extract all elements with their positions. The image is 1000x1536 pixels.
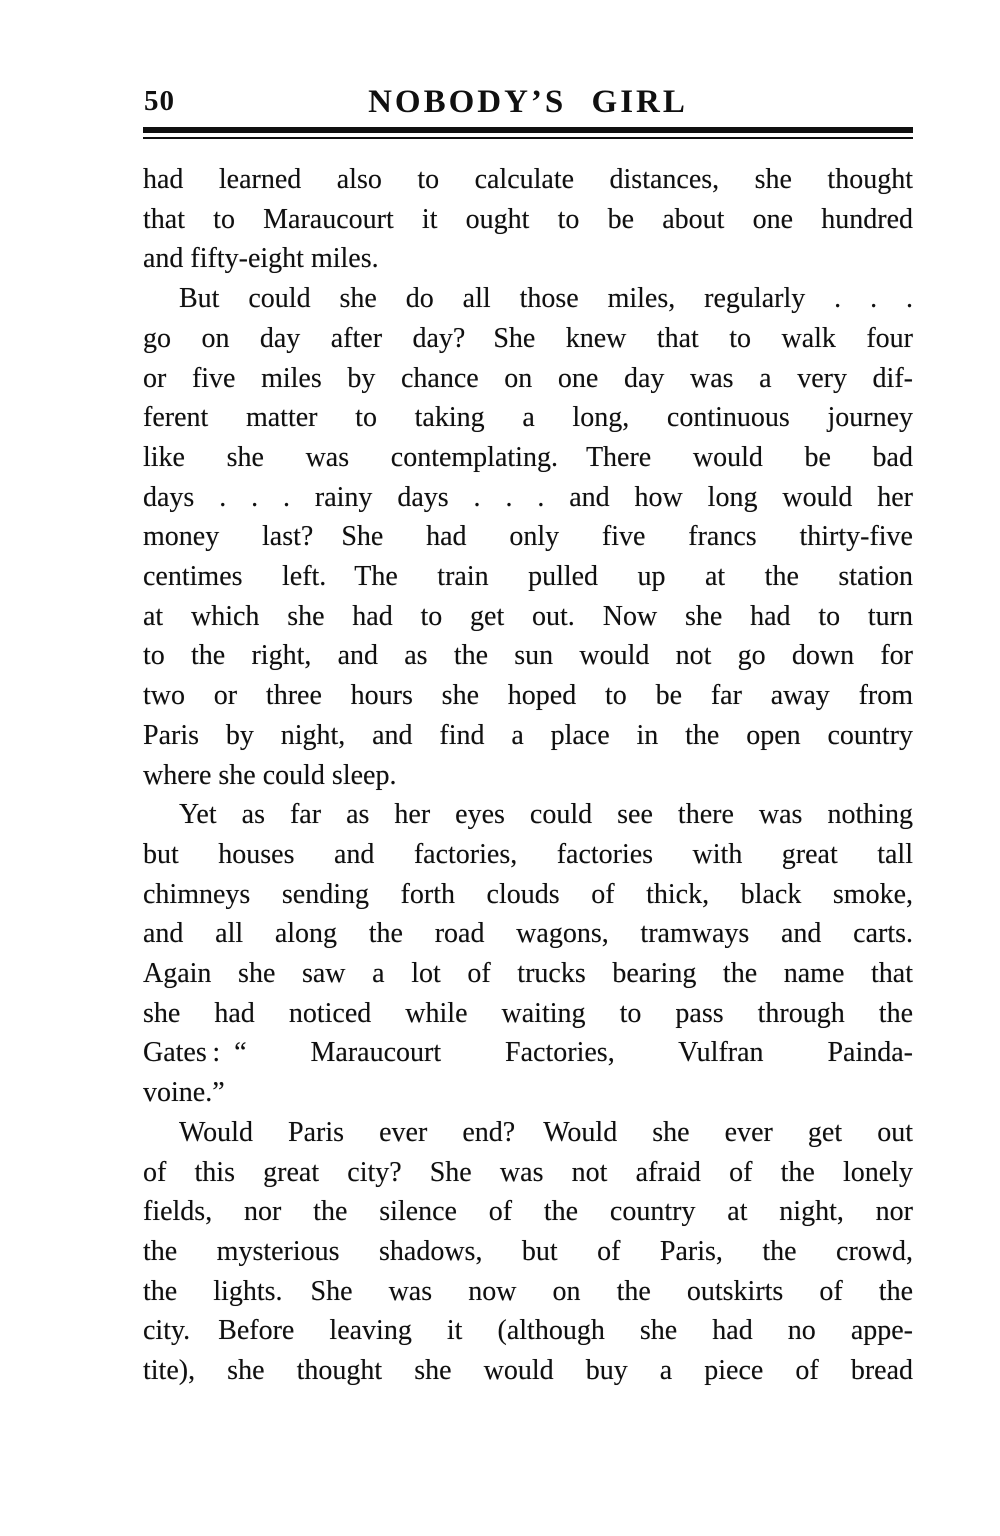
text-line: the lights. She was now on the outskirts of the <box>143 1275 913 1307</box>
text-line: fields, nor the silence of the country at night, nor <box>143 1196 913 1228</box>
text-line: had learned also to calculate distances, she thought <box>143 164 913 195</box>
text-line: centimes left. The train pulled up at the station <box>143 561 913 593</box>
text-line: that to Maraucourt it ought to be about one hundred <box>143 203 913 235</box>
text-line: go on day after day? She knew that to walk four <box>143 322 913 354</box>
text-line: Gates : “ Maraucourt Factories, Vulfran Painda- <box>143 1037 913 1069</box>
header-rule <box>143 127 913 139</box>
text-column <box>143 84 913 1391</box>
text-line: chimneys sending forth clouds of thick, black smoke, <box>143 878 913 910</box>
text-line: and fifty-eight miles. <box>143 243 379 275</box>
text-line: two or three hours she hoped to be far away from <box>143 680 913 712</box>
text-line: at which she had to get out. Now she had to turn <box>143 600 913 632</box>
text-line: or five miles by chance on one day was a very dif- <box>143 362 913 394</box>
text-line: tite), she thought she would buy a piece of bread <box>143 1355 913 1387</box>
text-line: Again she saw a lot of trucks bearing the name that <box>143 958 913 990</box>
page-number: 50 <box>144 85 175 117</box>
text-line: money last? She had only five francs thirty-five <box>143 521 913 553</box>
text-line: and all along the road wagons, tramways and carts. <box>143 918 913 950</box>
text-line: But could she do all those miles, regularly . . . <box>179 283 913 315</box>
text-line: Paris by night, and find a place in the open country <box>143 719 913 751</box>
text-line: but houses and factories, factories with great tall <box>143 838 913 870</box>
text-line: Would Paris ever end? Would she ever get out <box>179 1116 913 1148</box>
page-header <box>143 84 913 120</box>
text-line: to the right, and as the sun would not go down for <box>143 640 913 672</box>
text-line: ferent matter to taking a long, continuous journey <box>143 402 913 434</box>
page-title: NOBODY’S GIRL <box>368 84 688 120</box>
text-line: where she could sleep. <box>143 759 397 791</box>
text-line: voine.” <box>143 1077 225 1109</box>
text-line: of this great city? She was not afraid of the lonely <box>143 1156 913 1188</box>
header-rule-thin <box>143 137 913 139</box>
text-line: Yet as far as her eyes could see there was nothing <box>179 799 913 831</box>
header-rule-thick <box>143 127 913 133</box>
text-line: the mysterious shadows, but of Paris, the crowd, <box>143 1235 913 1267</box>
text-line: days . . . rainy days . . . and how long would her <box>143 481 913 513</box>
text-line: she had noticed while waiting to pass through the <box>143 997 913 1029</box>
page-body <box>143 160 913 1391</box>
text-line: like she was contemplating. There would be bad <box>143 441 913 473</box>
text-line: city. Before leaving it (although she had no appe- <box>143 1315 913 1347</box>
